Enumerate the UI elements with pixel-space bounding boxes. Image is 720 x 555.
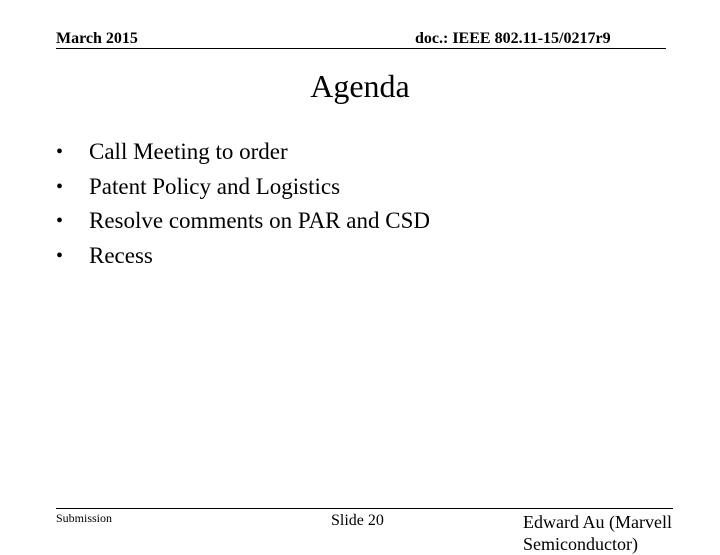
slide-title: Agenda	[310, 68, 410, 104]
bullet-icon: •	[56, 141, 64, 163]
header-doc-id: doc.: IEEE 802.11-15/0217r9	[415, 30, 611, 47]
agenda-item-text: Recess	[89, 242, 153, 268]
agenda-item-text: Resolve comments on PAR and CSD	[89, 208, 430, 233]
agenda-item-text: Patent Policy and Logistics	[89, 173, 341, 199]
slide-number: Slide 20	[331, 512, 384, 529]
header-date: March 2015	[56, 30, 138, 47]
footer-author: Edward Au (Marvell Semiconductor)	[523, 512, 672, 554]
footer-divider	[56, 508, 673, 509]
bullet-icon: •	[56, 244, 64, 267]
header-divider	[56, 48, 666, 49]
bullet-icon: •	[56, 175, 64, 198]
footer-submission: Submission	[56, 511, 113, 525]
bullet-icon: •	[56, 210, 64, 232]
agenda-item-text: Call Meeting to order	[89, 139, 288, 164]
